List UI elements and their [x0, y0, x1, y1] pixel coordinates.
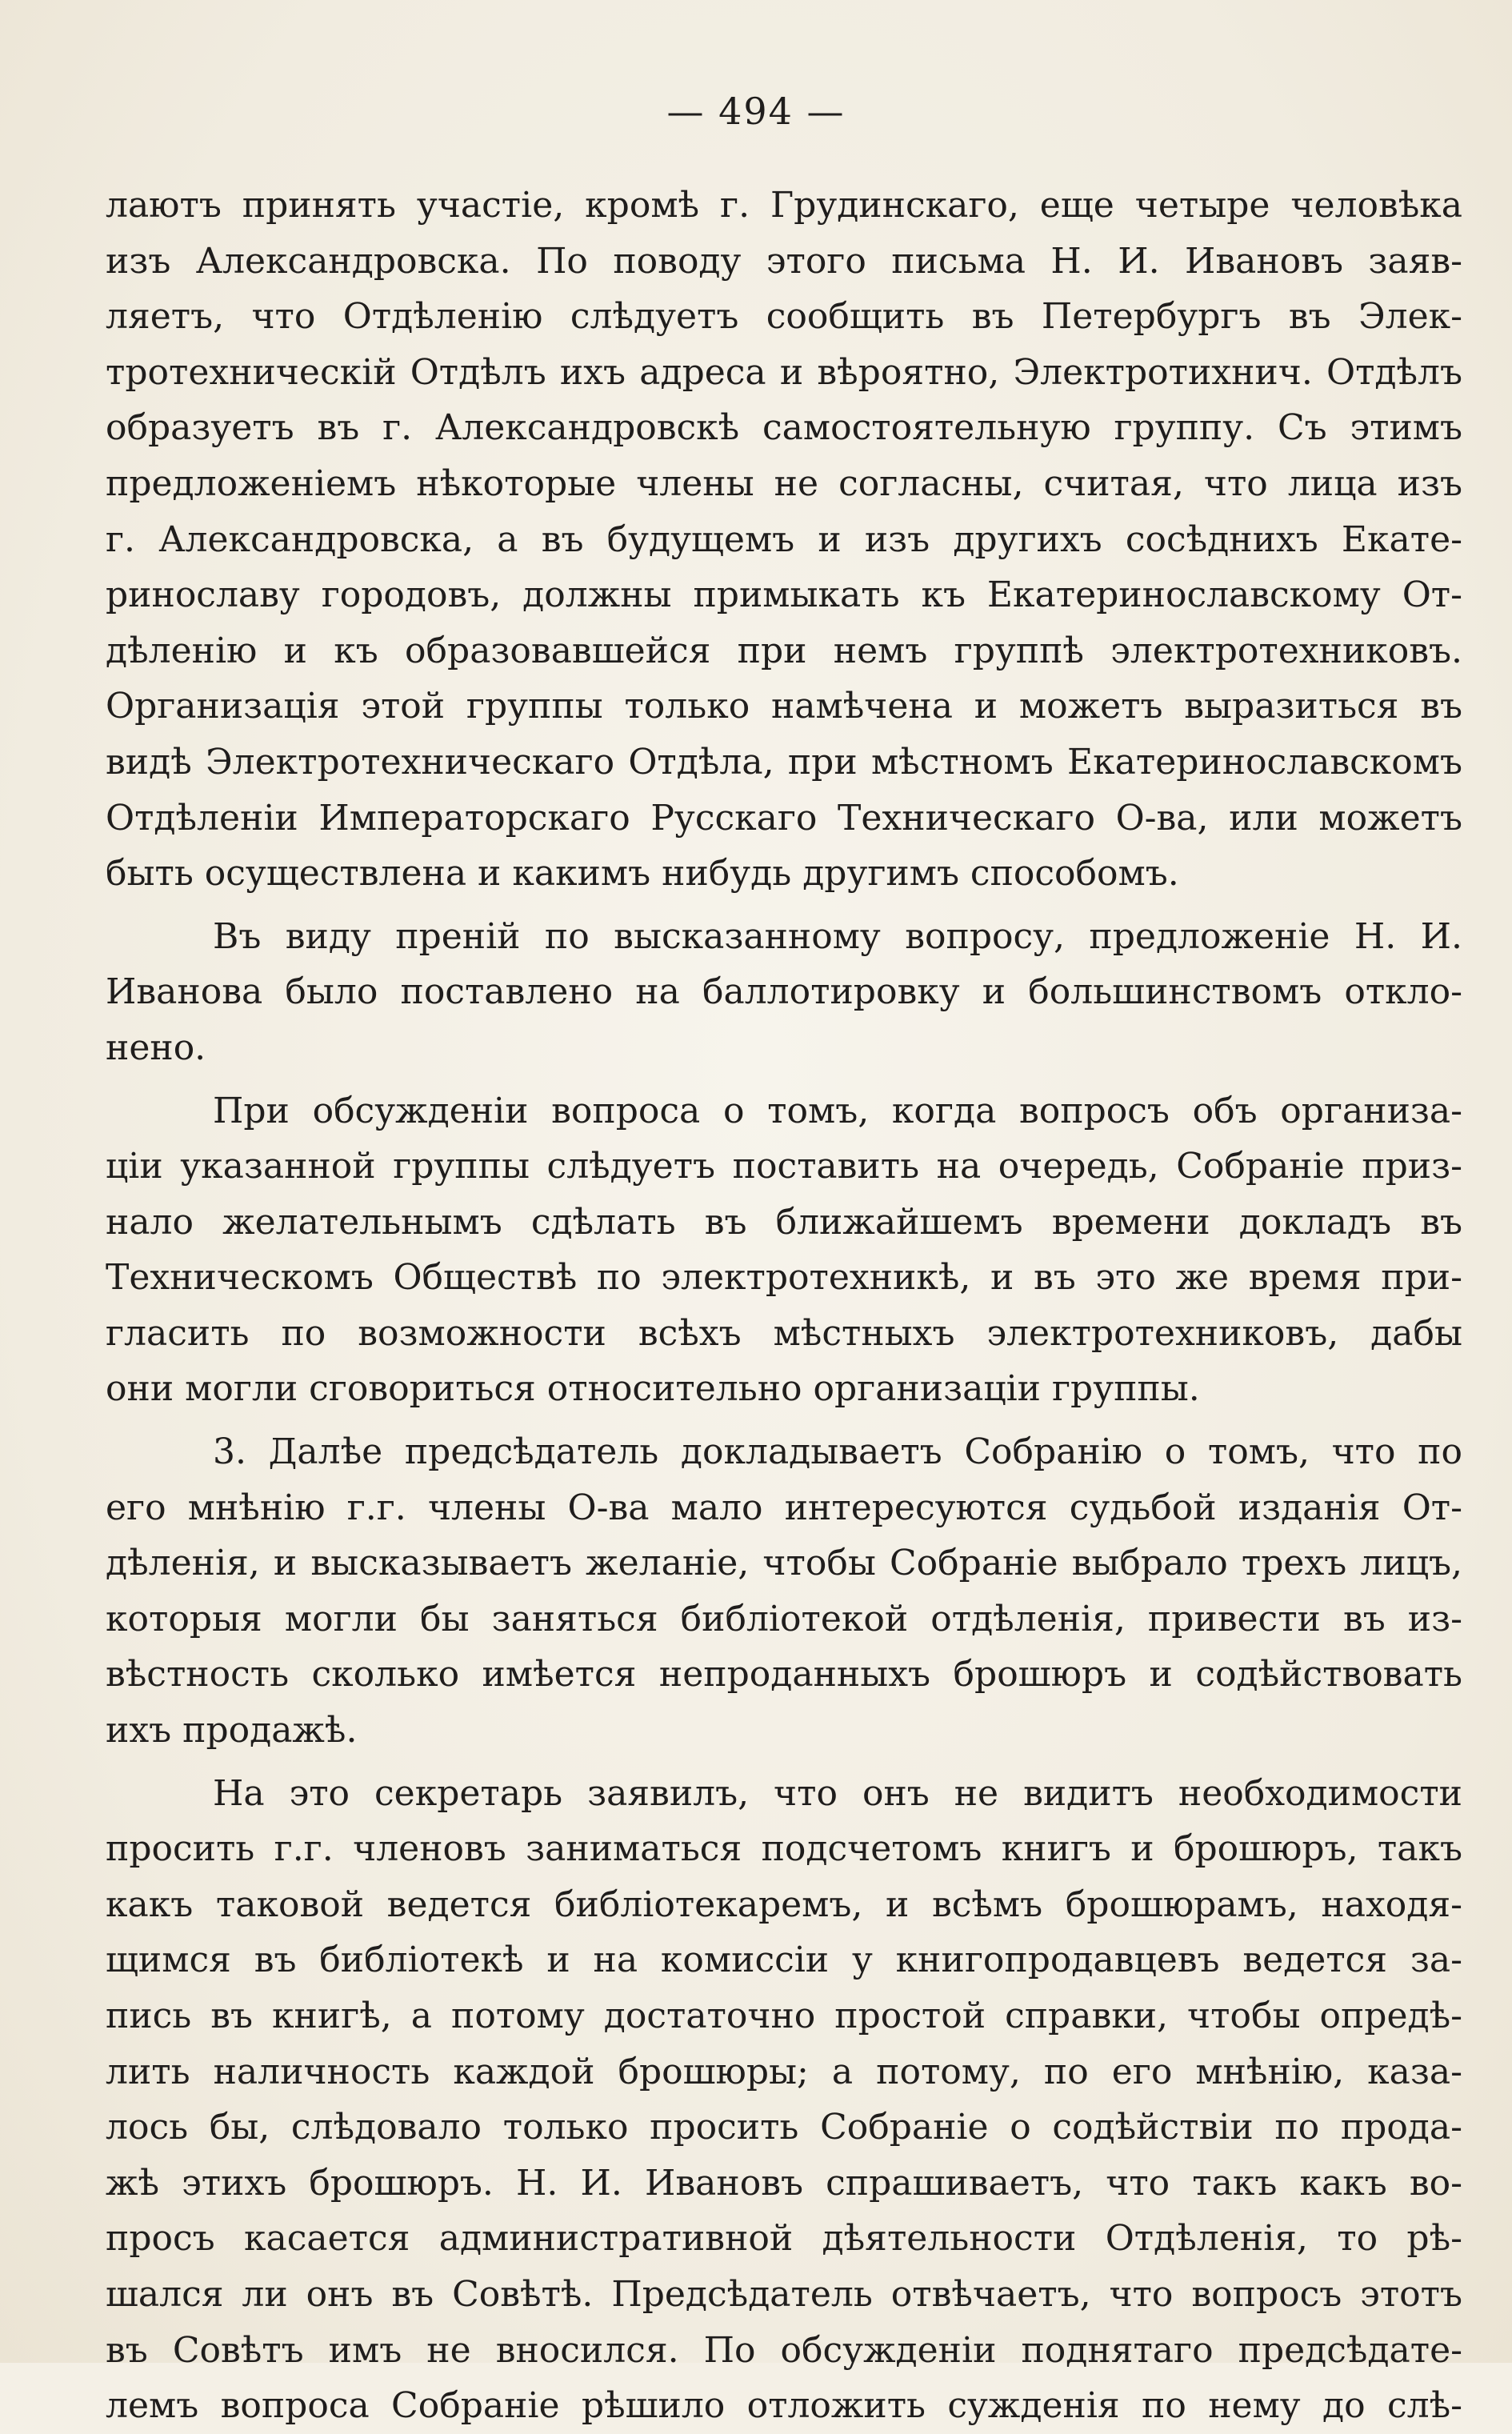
text-line: щимся въ библіотекѣ и на комиссіи у книгопродавцевъ ведется за-: [106, 1940, 1462, 1981]
text-line: они могли сговориться относительно организаціи группы.: [106, 1368, 1200, 1410]
text-line: дѣленію и къ образовавшейся при немъ группѣ электротехниковъ.: [106, 630, 1462, 671]
text-line: лось бы, слѣдовало только просить Собраніе о содѣйствіи по прода-: [106, 2107, 1462, 2148]
text-line: г. Александровска, а въ будущемъ и изъ другихъ сосѣднихъ Екате-: [106, 518, 1462, 560]
text-line: дѣленія, и высказываетъ желаніе, чтобы Собраніе выбрало трехъ лицъ,: [106, 1543, 1462, 1584]
text-line: видѣ Электротехническаго Отдѣла, при мѣстномъ Екатеринославскомъ: [106, 741, 1462, 783]
text-line: ляетъ, что Отдѣленію слѣдуетъ сообщить въ Петербургъ въ Элек-: [106, 296, 1462, 338]
text-line: изъ Александровска. По поводу этого письма Н. И. Ивановъ заяв-: [106, 240, 1462, 282]
paragraph: [106, 1424, 1462, 1759]
text-line: Отдѣленіи Императорскаго Русскаго Техническаго О-ва, или можетъ: [106, 797, 1462, 839]
text-line: лаютъ принять участіе, кромѣ г. Грудинскаго, еще четыре человѣка: [106, 185, 1462, 226]
text-line: нено.: [106, 1027, 206, 1068]
text-line: Техническомъ Обществѣ по электротехникѣ, и въ это же время при-: [106, 1257, 1462, 1299]
text-line: быть осуществлена и какимъ нибудь другимъ способомъ.: [106, 853, 1179, 895]
text-line: ихъ продажѣ.: [106, 1710, 358, 1751]
text-line: просить г.г. членовъ заниматься подсчетомъ книгъ и брошюръ, такъ: [106, 1828, 1462, 1870]
text-line: гласить по возможности всѣхъ мѣстныхъ электротехниковъ, дабы: [106, 1312, 1462, 1354]
text-line: которыя могли бы заняться библіотекой отдѣленія, привести въ из-: [106, 1598, 1462, 1639]
text-line: Организація этой группы только намѣчена и можетъ выразиться въ: [106, 686, 1462, 727]
text-line: нало желательнымъ сдѣлать въ ближайшемъ времени докладъ въ: [106, 1201, 1462, 1243]
text-line: шался ли онъ въ Совѣтѣ. Предсѣдатель отвѣчаетъ, что вопросъ этотъ: [106, 2273, 1462, 2315]
text-line: ціи указанной группы слѣдуетъ поставить на очередь, Собраніе приз-: [106, 1146, 1462, 1187]
page-body: [106, 178, 1462, 2434]
text-line: На это секретарь заявилъ, что онъ не видитъ необходимости: [213, 1772, 1462, 1814]
text-line: ринославу городовъ, должны примыкать къ Екатеринославскому От-: [106, 574, 1462, 616]
paragraph: [106, 178, 1462, 902]
text-line: образуетъ въ г. Александровскѣ самостоятельную группу. Съ этимъ: [106, 407, 1462, 449]
text-line: лемъ вопроса Собраніе рѣшило отложить сужденія по нему до слѣ-: [106, 2385, 1462, 2427]
text-line: жѣ этихъ брошюръ. Н. И. Ивановъ спрашиваетъ, что такъ какъ во-: [106, 2162, 1462, 2204]
paragraph: [106, 1766, 1462, 2434]
text-line: вѣстность сколько имѣется непроданныхъ брошюръ и содѣйствовать: [106, 1654, 1462, 1695]
page-number: — 494 —: [666, 90, 846, 133]
text-line: тротехническій Отдѣлъ ихъ адреса и вѣроятно, Электротихнич. Отдѣлъ: [106, 351, 1462, 393]
text-line: какъ таковой ведется библіотекаремъ, и всѣмъ брошюрамъ, находя-: [106, 1884, 1462, 1925]
text-line: пись въ книгѣ, а потому достаточно простой справки, чтобы опредѣ-: [106, 1996, 1462, 2036]
paragraph: [106, 909, 1462, 1076]
text-line: Въ виду преній по высказанному вопросу, предложеніе Н. И.: [213, 915, 1462, 957]
text-line: лить наличность каждой брошюры; а потому, по его мнѣнію, каза-: [106, 2051, 1462, 2092]
text-line: его мнѣнію г.г. члены О-ва мало интересуются судьбой изданія От-: [106, 1487, 1462, 1528]
text-line: предложеніемъ нѣкоторые члены не согласны, считая, что лица изъ: [106, 462, 1462, 504]
text-line: При обсужденіи вопроса о томъ, когда вопросъ объ организа-: [213, 1090, 1462, 1131]
text-line: 3. Далѣе предсѣдатель докладываетъ Собранію о томъ, что по: [213, 1431, 1462, 1473]
text-line: въ Совѣтъ имъ не вносился. По обсужденіи поднятаго предсѣдате-: [106, 2329, 1462, 2371]
paragraph: [106, 1083, 1462, 1418]
text-line: Иванова было поставлено на баллотировку и большинствомъ откло-: [106, 971, 1462, 1013]
text-line: просъ касается административной дѣятельности Отдѣленія, то рѣ-: [106, 2218, 1462, 2260]
